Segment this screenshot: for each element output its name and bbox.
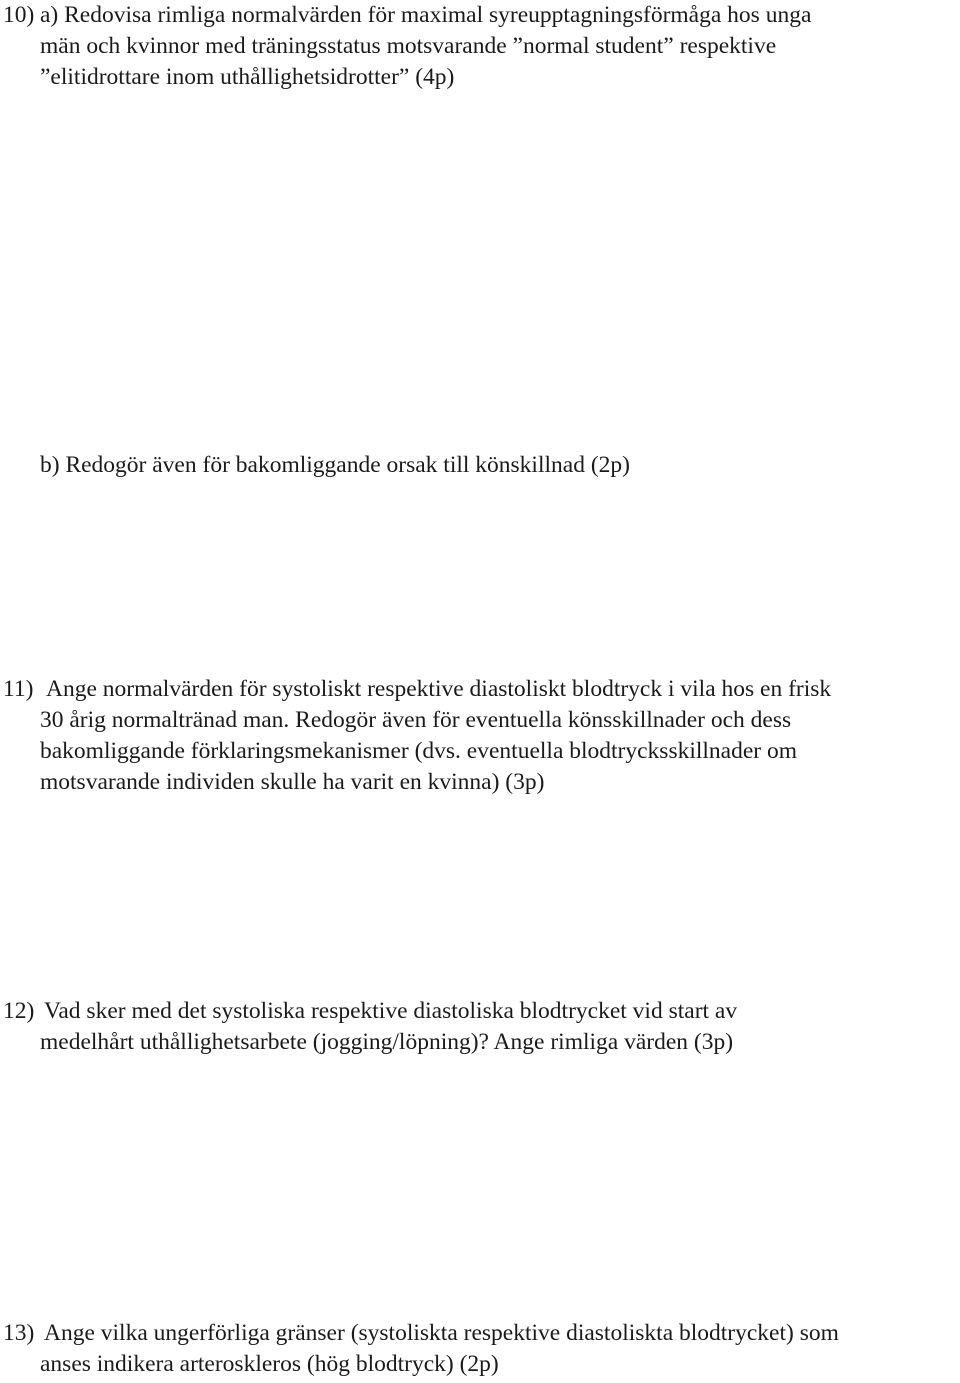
question-text-line: Ange vilka ungerförliga gränser (systoliskta respektive diastoliskta blodtrycket) som [44,1320,839,1346]
question-text-line: a) Redovisa rimliga normalvärden för maximal syreupptagningsförmåga hos unga [40,2,812,28]
question-text-line: anses indikera arteroskleros (hög blodtryck) (2p) [40,1351,499,1377]
question-text-line: bakomliggande förklaringsmekanismer (dvs. eventuella blodtrycksskillnader om [40,738,798,764]
question-text-line: Ange normalvärden för systoliskt respektive diastoliskt blodtryck i vila hos en frisk [46,676,832,702]
question-number: 13) [3,1320,35,1346]
question-text-line: b) Redogör även för bakomliggande orsak till könskillnad (2p) [40,452,630,478]
question-text-line: motsvarande individen skulle ha varit en kvinna) (3p) [40,769,545,795]
question-number: 11) [3,676,34,702]
question-text-line: 30 årig normaltränad man. Redogör även för eventuella könsskillnader och dess [40,707,792,733]
question-number: 10) [3,2,35,28]
question-text-line: ”elitidrottare inom uthållighetsidrotter” (4p) [40,64,455,90]
question-text-line: medelhårt uthållighetsarbete (jogging/löpning)? Ange rimliga värden (3p) [40,1029,734,1055]
question-text-line: Vad sker med det systoliska respektive diastoliska blodtrycket vid start av [44,998,738,1024]
question-number: 12) [3,998,35,1024]
question-text-line: män och kvinnor med träningsstatus motsvarande ”normal student” respektive [40,33,777,59]
